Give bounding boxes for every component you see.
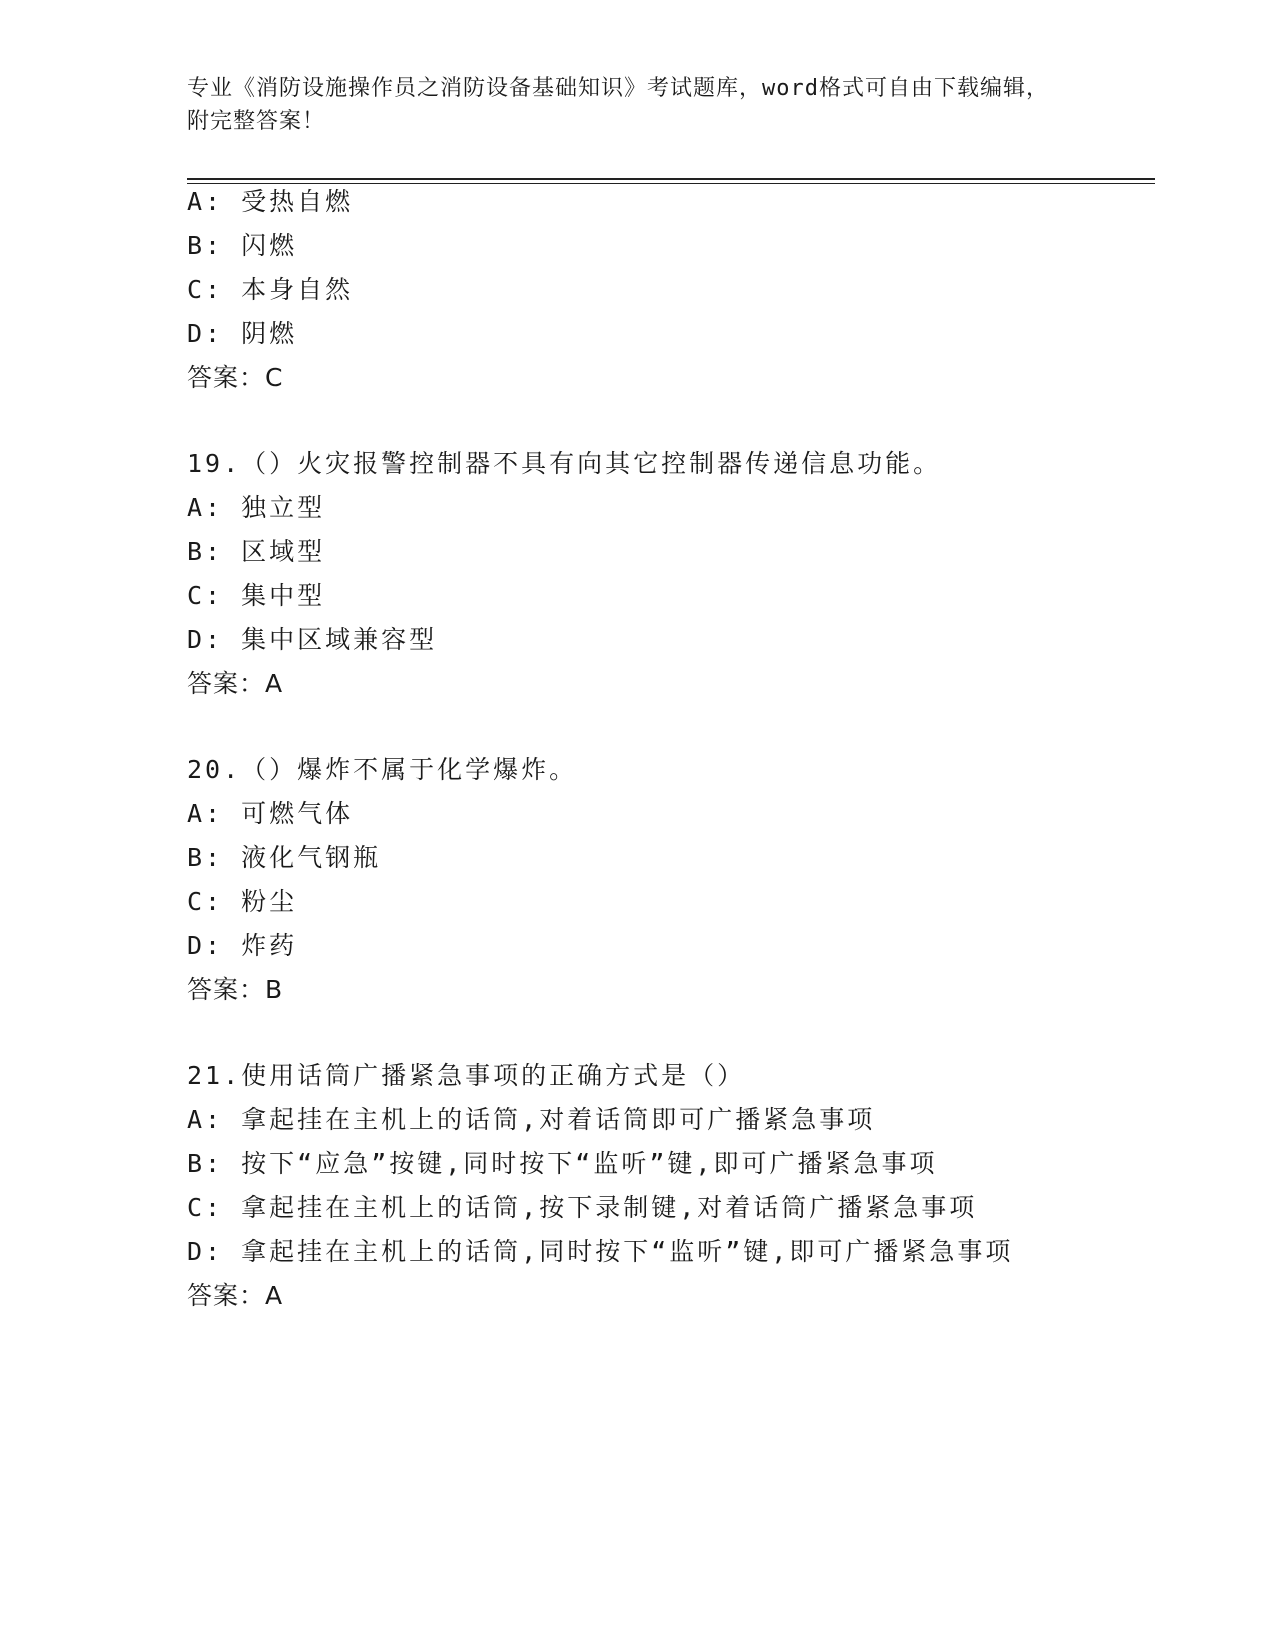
q21-title: 21.使用话筒广播紧急事项的正确方式是（） <box>187 1061 746 1090</box>
q20-option-c: C: 粉尘 <box>187 887 298 916</box>
q18-option-a: A: 受热自燃 <box>187 187 354 216</box>
q19-answer: 答案：A <box>187 669 284 698</box>
q19-title: 19.（）火灾报警控制器不具有向其它控制器传递信息功能。 <box>187 449 942 478</box>
q21-option-b: B: 按下“应急”按键,同时按下“监听”键,即可广播紧急事项 <box>187 1149 938 1178</box>
document-header: 专业《消防设施操作员之消防设备基础知识》考试题库，word格式可自由下载编辑，附完整答案！ <box>187 76 1049 134</box>
header-divider-thick <box>187 178 1155 180</box>
q18-option-d: D: 阴燃 <box>187 319 298 348</box>
q19-option-c: C: 集中型 <box>187 581 326 610</box>
q18-option-b: B: 闪燃 <box>187 231 298 260</box>
q19-option-d: D: 集中区域兼容型 <box>187 625 438 654</box>
q20-option-a: A: 可燃气体 <box>187 799 354 828</box>
q19-option-a: A: 独立型 <box>187 493 326 522</box>
header-divider-thin <box>187 183 1155 184</box>
q21-option-a: A: 拿起挂在主机上的话筒,对着话筒即可广播紧急事项 <box>187 1105 876 1134</box>
q20-answer: 答案：B <box>187 975 284 1004</box>
q19-option-b: B: 区域型 <box>187 537 326 566</box>
q20-option-b: B: 液化气钢瓶 <box>187 843 382 872</box>
q20-option-d: D: 炸药 <box>187 931 298 960</box>
q18-option-c: C: 本身自然 <box>187 275 354 304</box>
q21-option-c: C: 拿起挂在主机上的话筒,按下录制键,对着话筒广播紧急事项 <box>187 1193 978 1222</box>
q18-answer: 答案：C <box>187 363 284 392</box>
q21-answer: 答案：A <box>187 1281 284 1310</box>
q20-title: 20.（）爆炸不属于化学爆炸。 <box>187 755 578 784</box>
q21-option-d: D: 拿起挂在主机上的话筒,同时按下“监听”键,即可广播紧急事项 <box>187 1237 1014 1266</box>
